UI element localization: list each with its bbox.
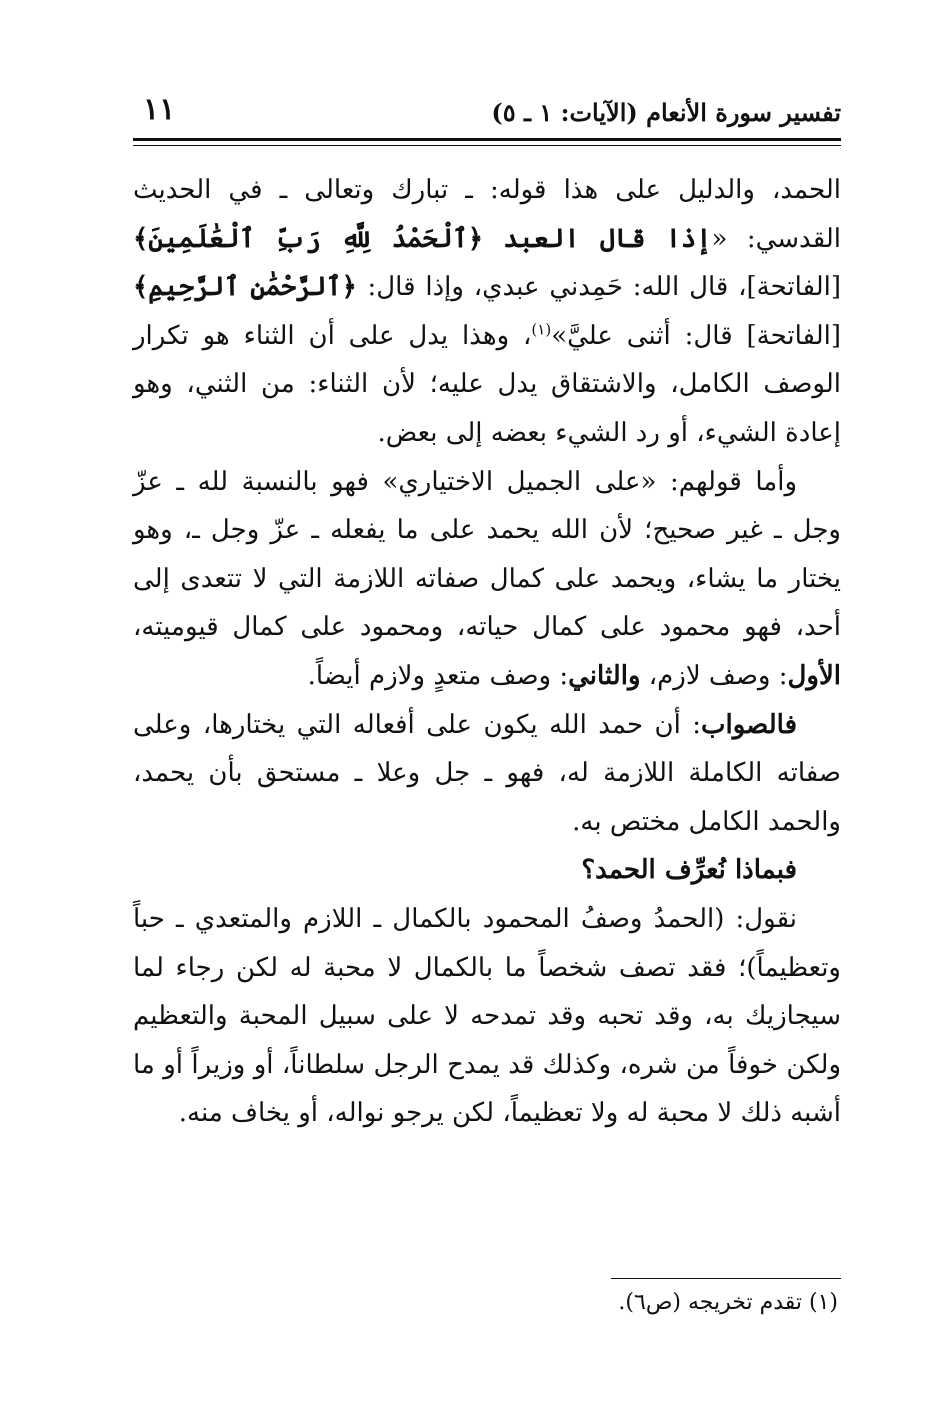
- p1-bold-1: إذا قال العبد: [503, 223, 712, 254]
- p1-text-4: ، وهذا يدل على أن الثناء هو تكرار الوصف الكامل، والاشتقاق يدل عليه؛ لأن الثناء: من الثني، وهو إعادة الشيء، أو رد الشيء بعضه إلى بعض.: [133, 320, 841, 448]
- paragraph-4: [133, 895, 841, 1138]
- footnote-ref: (١): [531, 320, 552, 339]
- quran-quote-2: ﴿ٱلرَّحْمَٰنِ ٱلرَّحِيمِ﴾: [133, 272, 368, 303]
- running-title: تفسير سورة الأنعام (الآيات: ١ ـ ٥): [491, 98, 841, 127]
- paragraph-2: [133, 458, 841, 701]
- p2-bold-first: الأول: [787, 660, 841, 691]
- body-text: [133, 166, 841, 1138]
- p4-text-1: نقول: (الحمدُ وصفُ المحمود بالكمال ـ اللازم والمتعدي ـ حباً وتعظيماً)؛ فقد تصف شخصاً ما بالكمال لا محبة له لكن رجاء لما سيجازيك به، وقد تحبه وقد تمدحه لا على سبيل المحبة والتعظيم ولكن خوفاً من شره، وكذلك قد يمدح الرجل سلطاناً، أو وزيراً أو ما أشبه ذلك لا محبة له ولا تعظيماً، لكن يرجو نواله، أو يخاف منه.: [133, 903, 841, 1129]
- footnote: (١) تقدم تخريجه (ص٦).: [618, 1290, 838, 1315]
- section-heading: فبماذا نُعرِّف الحمد؟: [581, 855, 797, 886]
- footnote-rule: [611, 1278, 841, 1279]
- paragraph-1: [133, 166, 841, 458]
- p1-text-3: [الفاتحة] قال: أثنى عليَّ»: [551, 320, 841, 351]
- p2-text-1: وأما قولهم: «على الجميل الاختياري» فهو بالنسبة لله ـ عزّ وجل ـ غير صحيح؛ لأن الله يحمد على ما يفعله ـ عزّ وجل ـ، وهو يختار ما يشاء، ويحمد على كمال صفاته اللازمة التي لا تتعدى إلى أحد، فهو محمود على كمال حياته، ومحمود على كمال قيوميته،: [133, 466, 841, 643]
- header-rule-thick: [133, 138, 841, 141]
- paragraph-3: [133, 701, 841, 847]
- quran-quote-1: ﴿ٱلْحَمْدُ لِلَّهِ رَبِّ ٱلْعَٰلَمِينَ﴾: [133, 223, 504, 254]
- p3-text-1: : أن حمد الله يكون على أفعاله التي يختارها، وعلى صفاته الكاملة اللازمة له، فهو ـ جل وعلا ـ مستحق بأن يحمد، والحمد الكامل مختص به.: [133, 709, 841, 837]
- p2-text-2: : وصف لازم،: [640, 660, 788, 691]
- p3-bold-correct: فالصواب: [701, 709, 797, 740]
- page-number: ١١: [143, 92, 176, 127]
- p2-bold-second: والثاني: [568, 660, 641, 691]
- header-rule-thin: [133, 145, 841, 146]
- p1-text-2: [الفاتحة]، قال الله: حَمِدني عبدي، وإذا قال:: [367, 272, 841, 303]
- p2-text-3: : وصف متعدٍ ولازم أيضاً.: [307, 660, 569, 691]
- p1-text-1: الحمد، والدليل على هذا قوله: ـ تبارك وتعالى ـ في الحديث القدسي: «: [133, 175, 841, 254]
- page-header: [133, 92, 841, 132]
